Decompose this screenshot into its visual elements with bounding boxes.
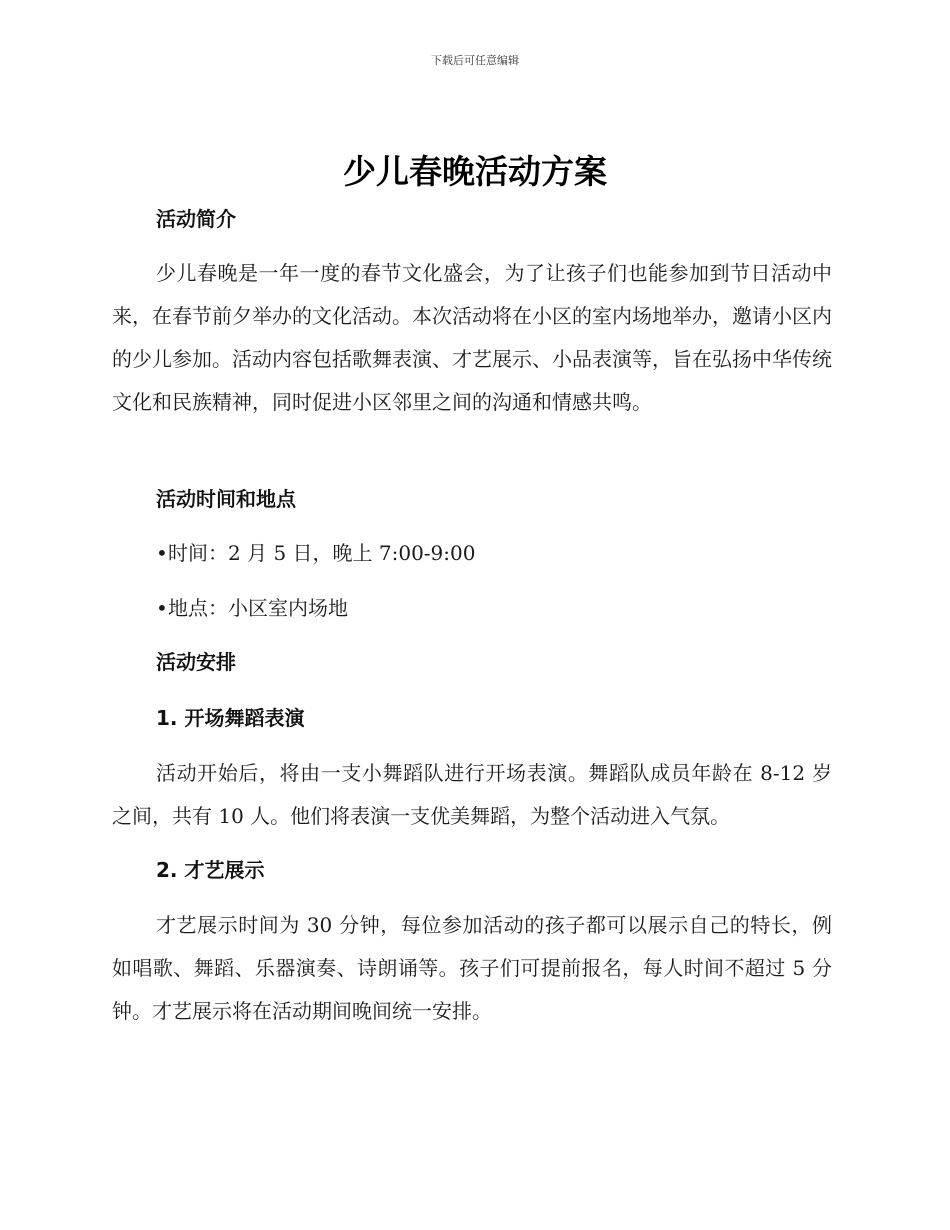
bullet-place: [156, 594, 348, 622]
intro-paragraph: 少儿春晚是一年一度的春节文化盛会，为了让孩子们也能参加到节日活动中来，在春节前夕举办的文化活动。本次活动将在小区的室内场地举办，邀请小区内的少儿参加。活动内容包括歌舞表演、才艺展示、小品表演等，旨在弘扬中华传统文化和民族精神，同时促进小区邻里之间的沟通和情感共鸣。: [112, 261, 832, 414]
bullet-dot-icon: •: [156, 541, 168, 565]
item1-paragraph: 活动开始后，将由一支小舞蹈队进行开场表演。舞蹈队成员年龄在 8-12 岁之间，共有 10 人。他们将表演一支优美舞蹈，为整个活动进入气氛。: [112, 761, 832, 828]
place-text: 地点：小区室内场地: [168, 596, 348, 620]
section-heading-arrangement: 活动安排: [156, 650, 236, 674]
bullet-dot-icon: •: [156, 596, 168, 620]
bullet-time: [156, 539, 475, 567]
item2-paragraph: 才艺展示时间为 30 分钟，每位参加活动的孩子都可以展示自己的特长，例如唱歌、舞蹈、乐器演奏、诗朗诵等。孩子们可提前报名，每人时间不超过 5 分钟。才艺展示将在活动期间晚间统一安排。: [112, 913, 832, 1023]
item2-heading: 2. 才艺展示: [156, 858, 265, 882]
item1-heading: 1. 开场舞蹈表演: [156, 706, 305, 730]
header-note: 下载后可任意编辑: [431, 54, 519, 67]
section-heading-intro: 活动简介: [156, 207, 236, 231]
section-heading-time-place: 活动时间和地点: [156, 487, 296, 511]
document-title: 少儿春晚活动方案: [343, 152, 607, 191]
time-text: 时间：2 月 5 日，晚上 7:00-9:00: [168, 541, 476, 565]
